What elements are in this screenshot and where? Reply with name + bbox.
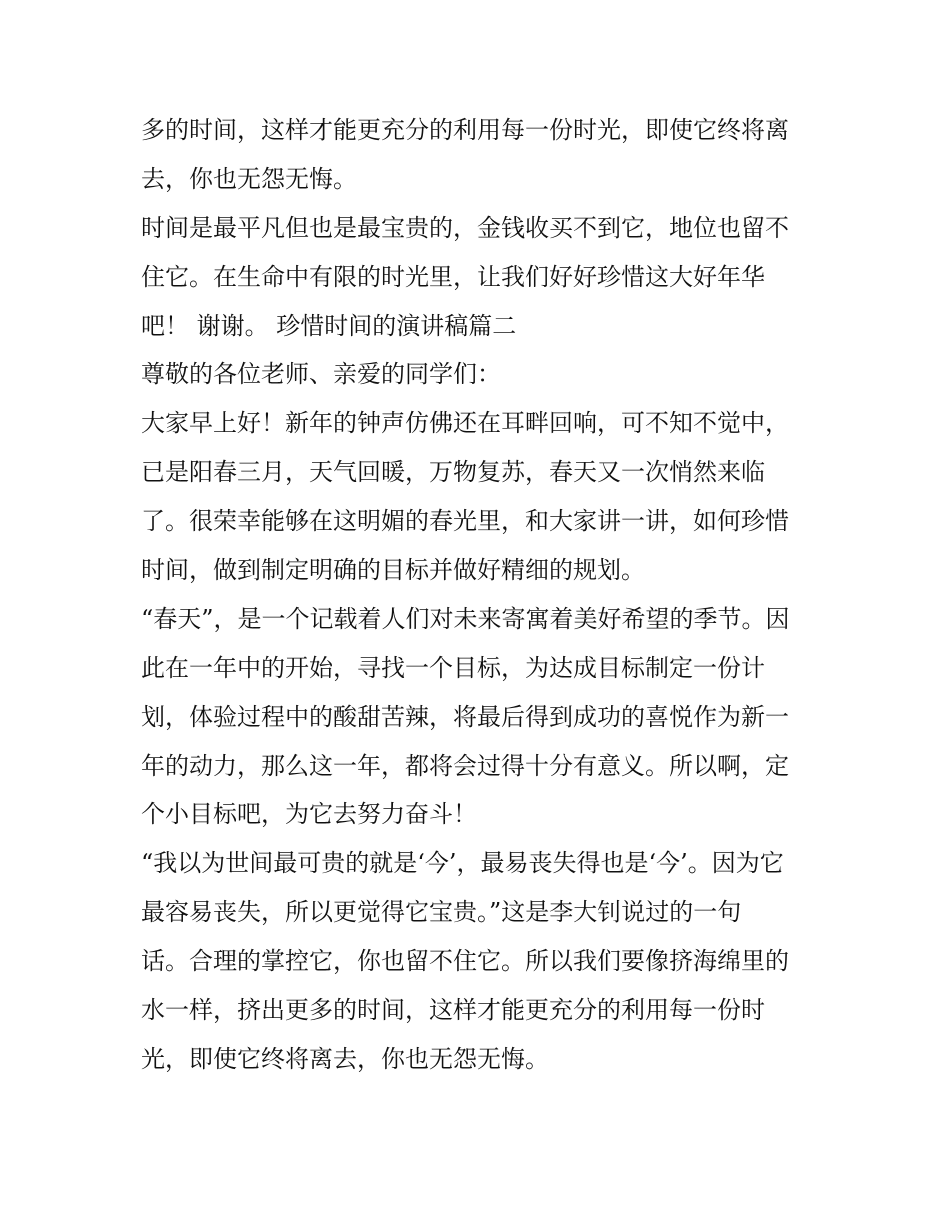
text-line: 话。合理的掌控它，你也留不住它。所以我们要像挤海绵里的 [141, 947, 789, 976]
text-line: 多的时间，这样才能更充分的利用每一份时光，即使它终将离 [141, 116, 789, 144]
section-heading-line: 吧！ 谢谢。 珍惜时间的演讲稿篇二 [141, 311, 517, 340]
text-line: 已是阳春三月，天气回暖，万物复苏，春天又一次悄然来临 [141, 458, 765, 487]
text-line: 时间是最平凡但也是最宝贵的，金钱收买不到它，地位也留不 [141, 213, 789, 242]
text-line: 了。很荣幸能够在这明媚的春光里，和大家讲一讲，如何珍惜 [141, 507, 789, 536]
text-line: 去，你也无怨无悔。 [141, 164, 357, 193]
text-line: 划，体验过程中的酸甜苦辣，将最后得到成功的喜悦作为新一 [141, 702, 789, 731]
text-line: 大家早上好！新年的钟声仿佛还在耳畔回响，可不知不觉中， [141, 409, 789, 438]
text-line: 光，即使它终将离去，你也无怨无悔。 [141, 1044, 549, 1073]
text-line: 个小目标吧，为它去努力奋斗！ [141, 800, 477, 829]
text-line: 水一样，挤出更多的时间，这样才能更充分的利用每一份时 [141, 996, 765, 1025]
salutation-line: 尊敬的各位老师、亲爱的同学们： [141, 360, 501, 389]
text-line: “春天”，是一个记载着人们对未来寄寓着美好希望的季节。因 [141, 604, 790, 633]
text-line: 时间，做到制定明确的目标并做好精细的规划。 [141, 556, 645, 585]
speech-text [141, 106, 821, 1084]
text-line: “我以为世间最可贵的就是‘今’，最易丧失得也是‘今’。因为它 [141, 849, 784, 878]
text-line: 年的动力，那么这一年，都将会过得十分有意义。所以啊，定 [141, 751, 789, 780]
text-line: 此在一年中的开始，寻找一个目标，为达成目标制定一份计 [141, 653, 765, 682]
text-line: 最容易丧失，所以更觉得它宝贵。”这是李大钊说过的一句 [141, 898, 742, 927]
text-line: 住它。在生命中有限的时光里，让我们好好珍惜这大好年华 [141, 262, 765, 291]
